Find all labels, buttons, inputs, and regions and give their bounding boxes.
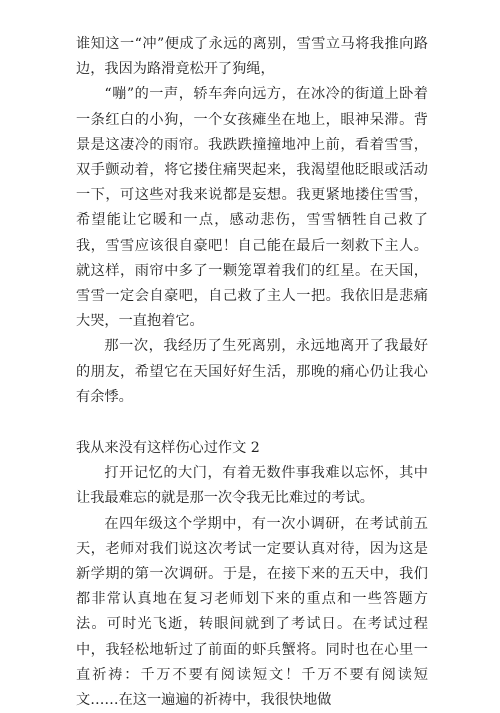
document-body [76, 32, 428, 713]
paragraph: “嘣”的一声，轿车奔向远方，在冰冷的街道上卧着一条红白的小狗，一个女孩瘫坐在地上，眼神呆滞。背景是这凄冷的雨帘。我跌跌撞撞地冲上前，看着雪雪，双手颤动着，将它搂住痛哭起来，我渴望他眨眼或活动一下，可这些对我来说都是妄想。我更紧地搂住雪雪，希望能让它暖和一点，感动悲伤，雪雪牺牲自己救了我，雪雪应该很自豪吧！自己能在最后一刻救下主人。就这样，雨帘中多了一颗笼罩着我们的红星。在天国，雪雪一定会自豪吧，自己救了主人一把。我依旧是悲痛大哭，一直抱着它。 [76, 86, 428, 330]
section-spacer [76, 410, 428, 436]
paragraph: 打开记忆的大门，有着无数件事我难以忘怀，其中让我最难忘的就是那一次令我无比难过的考试。 [76, 465, 428, 507]
section-title: 我从来没有这样伤心过作文 2 [76, 440, 260, 457]
paragraph-continuation: 谁知这一“冲”便成了永远的离别，雪雪立马将我推向路边，我因为路滑竟松开了狗绳， [76, 36, 428, 78]
paragraph: 在四年级这个学期中，有一次小调研，在考试前五天，老师对我们说这次考试一定要认真对待，因为这是新学期的第一次调研。于是，在接下来的五天中，我们都非常认真地在复习老师划下来的重点和一些答题方法。可时光飞逝，转眼间就到了考试日。在考试过程中，我轻松地斩过了前面的虾兵蟹将。同时也在心里一直祈祷：千万不要有阅读短文！千万不要有阅读短文……在这一遍遍的祈祷中，我很快地做 [76, 515, 428, 709]
paragraph: 那一次，我经历了生死离别，永远地离开了我最好的朋友，希望它在天国好好生活，那晚的痛心仍让我心有余悸。 [76, 338, 428, 405]
